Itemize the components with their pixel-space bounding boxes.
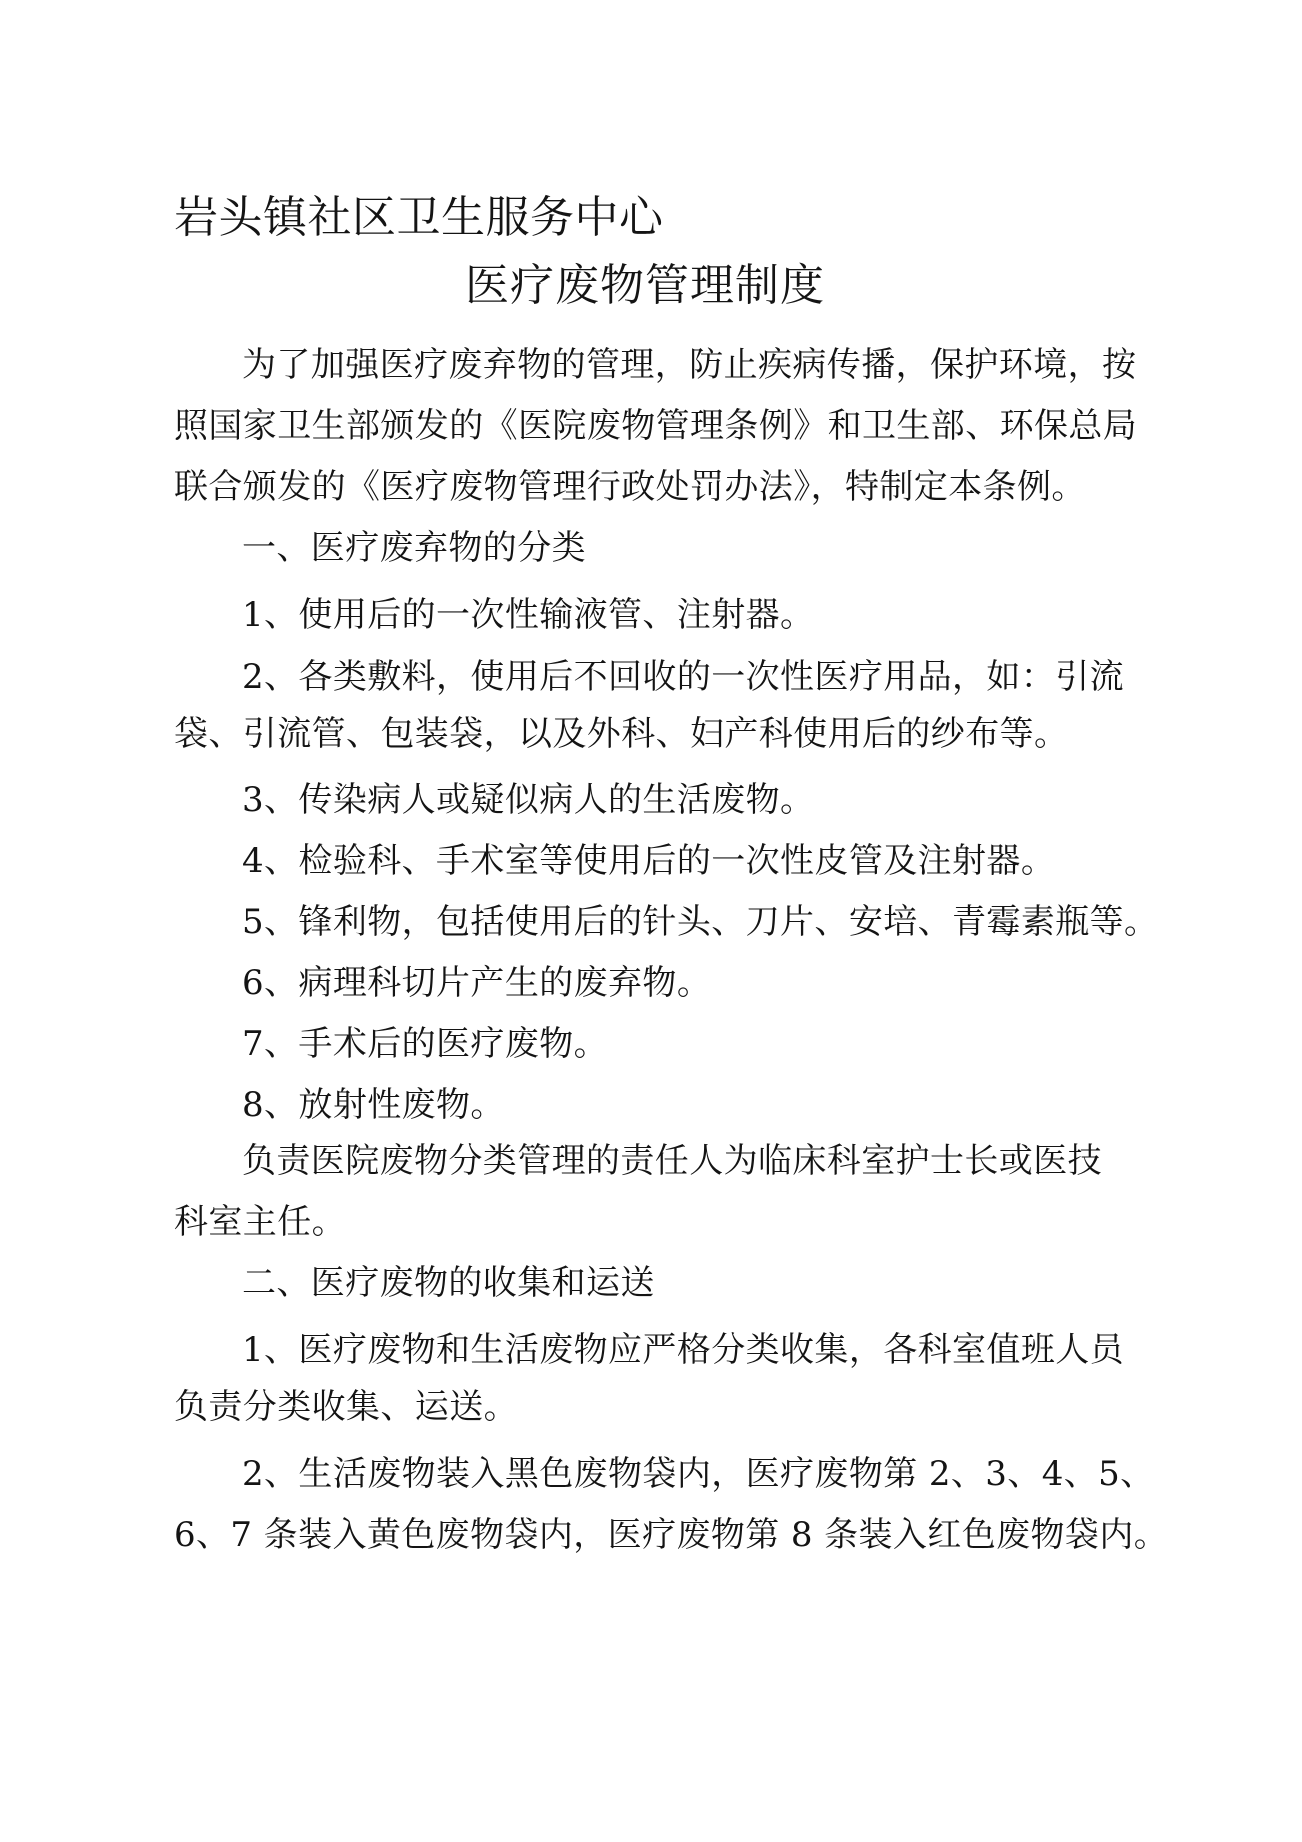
section1-item-2-line-2: 袋、引流管、包装袋，以及外科、妇产科使用后的纱布等。 xyxy=(174,714,1069,754)
responsibility-line-1: 负责医院废物分类管理的责任人为临床科室护士长或医技 xyxy=(242,1141,1102,1181)
section1-item-3: 3、传染病人或疑似病人的生活废物。 xyxy=(242,780,815,820)
section1-item-2-line-1: 2、各类敷料，使用后不回收的一次性医疗用品，如：引流 xyxy=(242,657,1125,697)
intro-line-1: 为了加强医疗废弃物的管理，防止疾病传播，保护环境，按 xyxy=(242,345,1137,385)
section2-heading: 二、医疗废物的收集和运送 xyxy=(242,1263,655,1303)
section1-heading: 一、医疗废弃物的分类 xyxy=(242,528,586,568)
section2-item-1-line-2: 负责分类收集、运送。 xyxy=(174,1387,518,1427)
section1-item-7: 7、手术后的医疗废物。 xyxy=(242,1024,609,1064)
document-title: 医疗废物管理制度 xyxy=(465,260,825,311)
intro-line-2: 照国家卫生部颁发的《医院废物管理条例》和卫生部、环保总局 xyxy=(174,406,1138,446)
section1-item-4: 4、检验科、手术室等使用后的一次性皮管及注射器。 xyxy=(242,841,1056,881)
organization-name: 岩头镇社区卫生服务中心 xyxy=(174,192,664,243)
section1-item-6: 6、病理科切片产生的废弃物。 xyxy=(242,963,712,1003)
responsibility-line-2: 科室主任。 xyxy=(174,1202,346,1242)
section1-item-8: 8、放射性废物。 xyxy=(242,1085,505,1125)
section1-item-5: 5、锋利物，包括使用后的针头、刀片、安培、青霉素瓶等。 xyxy=(242,902,1159,942)
section2-item-2-line-2: 6、7 条装入黄色废物袋内，医疗废物第 8 条装入红色废物袋内。 xyxy=(174,1515,1169,1555)
intro-line-3: 联合颁发的《医疗废物管理行政处罚办法》，特制定本条例。 xyxy=(174,467,1086,507)
section2-item-2-line-1: 2、生活废物装入黑色废物袋内，医疗废物第 2、3、4、5、 xyxy=(242,1454,1155,1494)
section1-item-1: 1、使用后的一次性输液管、注射器。 xyxy=(242,595,815,635)
section2-item-1-line-1: 1、医疗废物和生活废物应严格分类收集，各科室值班人员 xyxy=(242,1330,1125,1370)
